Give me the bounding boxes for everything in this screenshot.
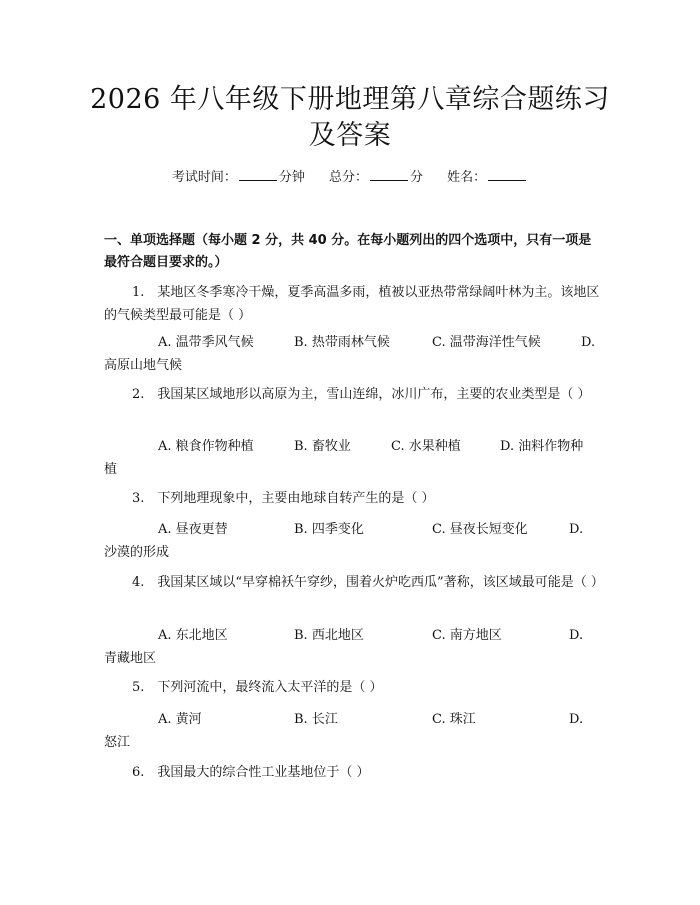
exam-time-blank[interactable] — [239, 168, 277, 181]
student-name-blank[interactable] — [488, 168, 526, 181]
option-c[interactable]: C. 珠江 — [432, 712, 476, 727]
question-2-text: 2. 我国某区域地形以高原为主，雪山连绵，冰川广布，主要的农业类型是（ ） — [132, 387, 591, 402]
page-title: 2026 年八年级下册地理第八章综合题练习及答案 — [90, 84, 610, 151]
exam-time-label: 考试时间： — [171, 170, 237, 185]
option-d[interactable]: D. — [569, 712, 584, 727]
option-d-text[interactable]: 植 — [104, 462, 118, 477]
question-1-options — [104, 331, 604, 377]
option-a[interactable]: A. 东北地区 — [158, 628, 228, 643]
question-6-text: 6. 我国最大的综合性工业基地位于（ ） — [132, 765, 370, 780]
option-d[interactable]: D. 油料作物种 — [500, 439, 584, 454]
question-4-options — [104, 624, 604, 670]
exam-time-field — [172, 170, 309, 185]
option-c[interactable]: C. 南方地区 — [432, 628, 502, 643]
option-d[interactable]: D. — [569, 522, 584, 537]
total-score-field — [329, 170, 427, 185]
option-a[interactable]: A. 黄河 — [158, 712, 202, 727]
student-name-field — [447, 170, 528, 185]
option-b[interactable]: B. 西北地区 — [294, 628, 364, 643]
option-c[interactable]: C. 昼夜长短变化 — [432, 522, 528, 537]
total-score-unit: 分 — [410, 170, 424, 185]
student-name-label: 姓名： — [447, 170, 487, 185]
option-d-text[interactable]: 高原山地气候 — [104, 358, 183, 373]
question-5-options — [104, 708, 604, 754]
option-c[interactable]: C. 水果种植 — [391, 439, 461, 454]
exam-time-unit: 分钟 — [278, 170, 305, 185]
exam-info-line — [0, 168, 700, 188]
option-a[interactable]: A. 粮食作物种植 — [158, 439, 254, 454]
question-2-options — [104, 435, 604, 481]
option-a[interactable]: A. 温带季风气候 — [158, 335, 254, 350]
option-b[interactable]: B. 热带雨林气候 — [294, 335, 390, 350]
option-b[interactable]: B. 畜牧业 — [294, 439, 351, 454]
question-5-text: 5. 下列河流中，最终流入太平洋的是（ ） — [132, 680, 383, 695]
question-4-text: 4. 我国某区域以“早穿棉袄午穿纱，围着火炉吃西瓜”著称，该区域最可能是（ ） — [132, 575, 604, 590]
question-1-text: 1. 某地区冬季寒冷干燥，夏季高温多雨，植被以亚热带常绿阔叶林为主。该地区的气候类型最可能是（ ） — [104, 285, 600, 323]
option-d[interactable]: D. — [569, 628, 584, 643]
option-d-text[interactable]: 青藏地区 — [104, 651, 157, 666]
option-a[interactable]: A. 昼夜更替 — [158, 522, 228, 537]
section-heading: 一、单项选择题（每小题 2 分，共 40 分。在每小题列出的四个选项中，只有一项是最符合题目要求的。） — [104, 233, 592, 270]
option-b[interactable]: B. 长江 — [294, 712, 338, 727]
option-b[interactable]: B. 四季变化 — [294, 522, 364, 537]
option-d-text[interactable]: 怒江 — [104, 735, 131, 750]
question-3-options — [104, 518, 604, 564]
total-score-blank[interactable] — [370, 168, 408, 181]
total-score-label: 总分： — [328, 170, 368, 185]
option-c[interactable]: C. 温带海洋性气候 — [432, 335, 541, 350]
option-d[interactable]: D. — [581, 335, 596, 350]
question-3-text: 3. 下列地理现象中，主要由地球自转产生的是（ ） — [132, 491, 435, 506]
option-d-text[interactable]: 沙漠的形成 — [104, 545, 170, 560]
